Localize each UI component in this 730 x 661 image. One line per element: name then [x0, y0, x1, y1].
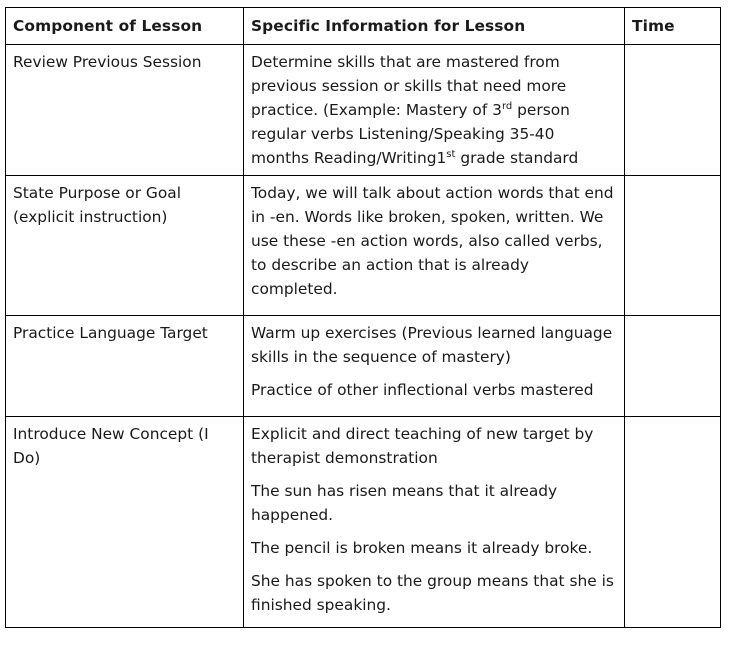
header-info: Specific Information for Lesson [244, 8, 625, 45]
info-paragraph: The sun has risen means that it already happened. [251, 482, 558, 524]
time-cell [625, 417, 721, 628]
component-cell: Practice Language Target [6, 316, 244, 417]
info-paragraph: Warm up exercises (Previous learned language skills in the sequence of mastery) [251, 324, 613, 366]
info-cell [244, 45, 625, 176]
table-row [6, 45, 721, 176]
info-paragraph: The pencil is broken means it already broke. [251, 539, 593, 557]
info-paragraph: Practice of other inflectional verbs mastered [251, 381, 594, 399]
info-text: grade standard [455, 149, 579, 167]
lesson-plan-table [5, 7, 721, 628]
header-time: Time [625, 8, 721, 45]
info-cell [244, 316, 625, 417]
info-text: Determine skills that are mastered from previous session or skills that need more practice. (Example: Mastery of 3 [251, 53, 567, 119]
header-component: Component of Lesson [6, 8, 244, 45]
table-body [6, 45, 721, 628]
component-cell: Introduce New Concept (I Do) [6, 417, 244, 628]
info-text: person regular verbs Listening/Speaking 35-40 months Reading/Writing1 [251, 101, 570, 167]
time-cell [625, 316, 721, 417]
info-cell [244, 417, 625, 628]
info-cell: Today, we will talk about action words that end in -en. Words like broken, spoken, written. We use these -en action words, also called verbs, to describe an action that is already completed. [244, 176, 625, 316]
table-row [6, 417, 721, 628]
table-row [6, 176, 721, 316]
superscript-ordinal: rd [501, 101, 513, 112]
time-cell [625, 176, 721, 316]
header-row [6, 8, 721, 45]
component-cell: Review Previous Session [6, 45, 244, 176]
table-row [6, 316, 721, 417]
time-cell [625, 45, 721, 176]
info-paragraph: Explicit and direct teaching of new target by therapist demonstration [251, 425, 594, 467]
superscript-ordinal: st [446, 149, 456, 160]
component-cell: State Purpose or Goal (explicit instruction) [6, 176, 244, 316]
table-header [6, 8, 721, 45]
info-paragraph: She has spoken to the group means that she is finished speaking. [251, 572, 614, 614]
